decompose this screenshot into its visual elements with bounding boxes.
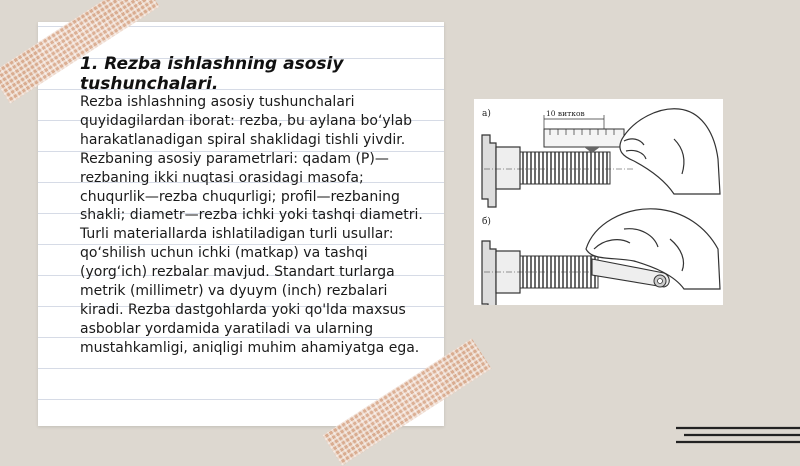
- body-paragraph: Rezba ishlashning asosiy tushunchalari quyidagilardan iborat: rezba, bu aylana bo‘ylab harakatlanadigan spiral shaklidagi tishli yivdir. Rezbaning asosiy parametrlari: qadam (P)—rezbaning ikki nuqtasi orasidagi masofa; chuqurlik—rezba chuqurligi; profil—rezbaning shakli; diametr—rezba ichki yoki tashqi diametri. Turli materiallarda ishlatiladigan turli usullar: qo‘shilish uchun ichki (matkap) va tashqi (yorg‘ich) rezbalar mavjud. Standart turlarga metrik (millimetr) va dyuym (inch) rezbalari kiradi. Rezba dastgohlarda yoki qo'lda maxsus asboblar yordamida yaratiladi va ularning mustahkamligi, aniqligi muhim ahamiyatga ega.: [80, 94, 423, 356]
- page-title: 1. Rezba ishlashning asosiy tushunchalari.: [80, 54, 344, 94]
- thread-measurement-figure: [474, 99, 723, 305]
- decorative-rules: [676, 425, 800, 445]
- figure-label-a: а): [482, 109, 491, 119]
- ruler-label: 10 витков: [546, 109, 585, 118]
- hand-a: [620, 109, 720, 194]
- thread-gauge-illustration: [474, 99, 723, 305]
- ruler: [544, 109, 624, 153]
- figure-label-b: б): [482, 217, 491, 227]
